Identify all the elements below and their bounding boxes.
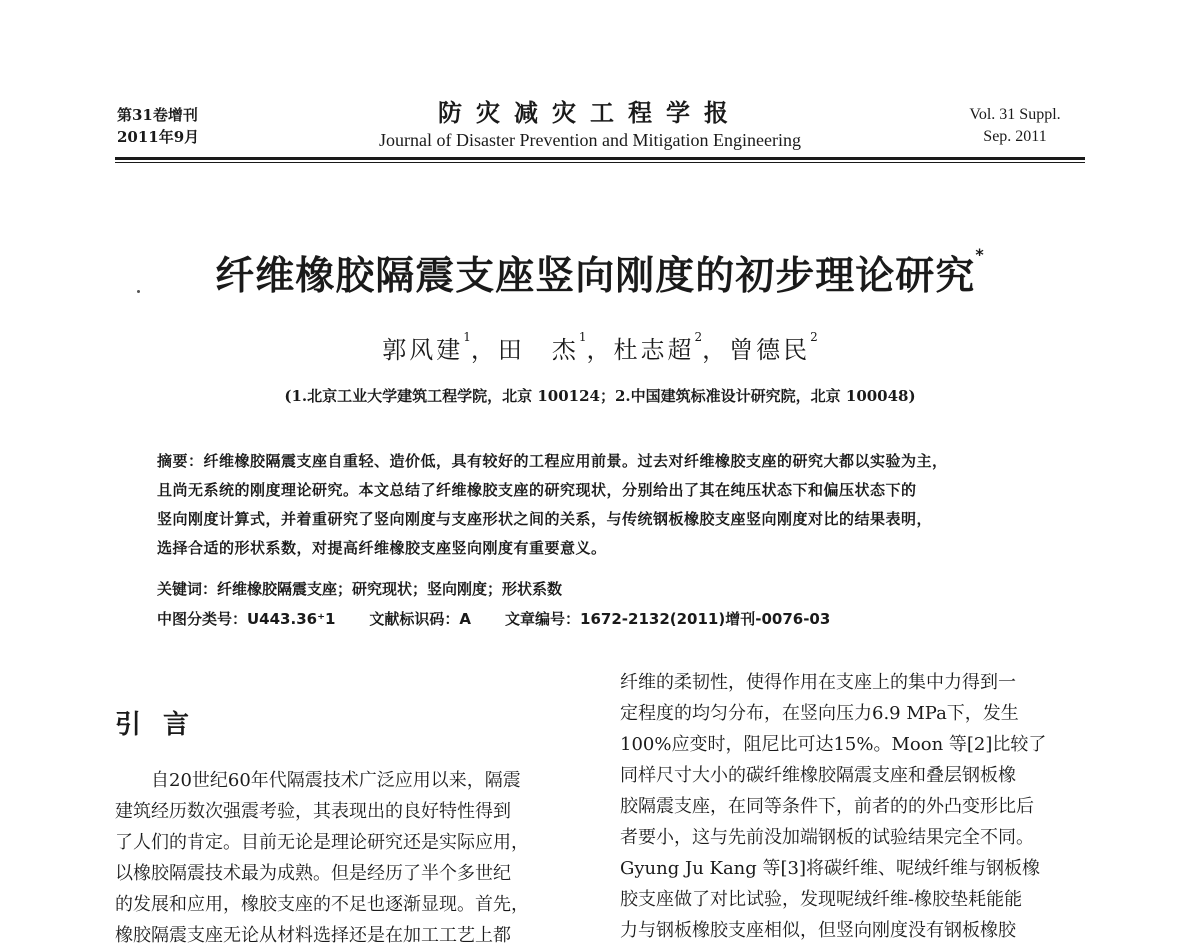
body-line: 纤维的柔韧性，使得作用在支座上的集中力得到一 [620,672,1016,693]
header-rule-thin [115,162,1085,163]
author-name: 郭风建 [382,336,464,364]
abstract-line: 竖向刚度计算式，并着重研究了竖向刚度与支座形状之间的关系，与传统钢板橡胶支座竖向刚度对比的结果表明， [157,510,933,528]
clc-number: 中图分类号：U443.36⁺1 [157,610,336,628]
author-name: 杜志超 [613,336,695,364]
volume-label-en: Vol. 31 Suppl. [969,106,1061,123]
body-line: 了人们的肯定。目前无论是理论研究还是实际应用， [115,832,529,853]
volume-label: 第31卷增刊 [117,106,198,124]
abstract-line: 摘要：纤维橡胶隔震支座自重轻、造价低，具有较好的工程应用前景。过去对纤维橡胶支座的研究大都以实验为主， [157,452,948,470]
body-line: 100%应变时，阻尼比可达15%。Moon 等[2]比较了 [620,734,1047,755]
section-heading: 引言 [115,710,212,740]
journal-name-en: Journal of Disaster Prevention and Mitigation Engineering [379,130,801,150]
author-separator: ， [470,336,498,364]
body-line: 者要小，这与先前没加端钢板的试验结果完全不同。 [620,827,1034,848]
issue-info [117,104,199,148]
author-list [300,330,900,365]
body-line: 以橡胶隔震技术最为成熟。但是经历了半个多世纪 [115,863,511,884]
abstract-line: 且尚无系统的刚度理论研究。本文总结了纤维橡胶支座的研究现状，分别给出了其在纯压状态下和偏压状态下的 [157,481,917,499]
paper-title [140,245,1060,301]
date-label: 2011年9月 [117,128,200,146]
author-name: 曾德民 [729,336,811,364]
document-code: 文献标识码：A [369,610,472,628]
issue-info-en [945,104,1085,148]
date-label-en: Sep. 2011 [983,128,1047,145]
title-footnote-mark: * [975,245,985,264]
article-number: 文章编号：1672-2132(2011)增刊-0076-03 [505,610,831,628]
journal-name-cn: 防灾减灾工程学报 [438,98,742,127]
abstract-line: 选择合适的形状系数，对提高纤维橡胶支座竖向刚度有重要意义。 [157,539,607,557]
body-column-right [620,667,1085,946]
body-line: Gyung Ju Kang 等[3]将碳纤维、呢绒纤维与钢板橡 [620,858,1041,879]
author-separator: ， [586,336,614,364]
body-line: 的发展和应用，橡胶支座的不足也逐渐显现。首先， [115,894,529,915]
body-line: 定程度的均匀分布，在竖向压力6.9 MPa下，发生 [620,703,1019,724]
author-name: 田 杰 [497,336,579,364]
paper-title-text: 纤维橡胶隔震支座竖向刚度的初步理论研究 [215,254,976,299]
author-affiliation-mark: 1 [463,330,471,344]
classification-line [157,608,830,629]
body-column-left [115,765,580,951]
affiliations: (1.北京工业大学建筑工程学院，北京 100124；2.中国建筑标准设计研究院，北京 100048) [284,387,916,405]
author-affiliation-mark: 1 [578,330,587,344]
body-line: 建筑经历数次强震考验，其表现出的良好特性得到 [115,801,511,822]
body-line: 力与钢板橡胶支座相似，但竖向刚度没有钢板橡胶 [620,920,1016,941]
body-line: 胶支座做了对比试验，发现呢绒纤维-橡胶垫耗能能 [620,889,1023,910]
author-affiliation-mark: 2 [694,330,703,344]
body-line: 自20世纪60年代隔震技术广泛应用以来，隔震 [151,770,521,791]
body-line: 胶隔震支座，在同等条件下，前者的的外凸变形比后 [620,796,1034,817]
header-rule-thick [115,157,1085,160]
body-line: 橡胶隔震支座无论从材料选择还是在加工工艺上都 [115,925,511,946]
abstract [157,447,1057,563]
author-affiliation-mark: 2 [810,330,818,344]
author-separator: ， [702,336,730,364]
body-line: 同样尺寸大小的碳纤维橡胶隔震支座和叠层钢板橡 [620,765,1016,786]
journal-name [300,98,880,152]
keywords: 关键词：纤维橡胶隔震支座；研究现状；竖向刚度；形状系数 [157,580,563,598]
